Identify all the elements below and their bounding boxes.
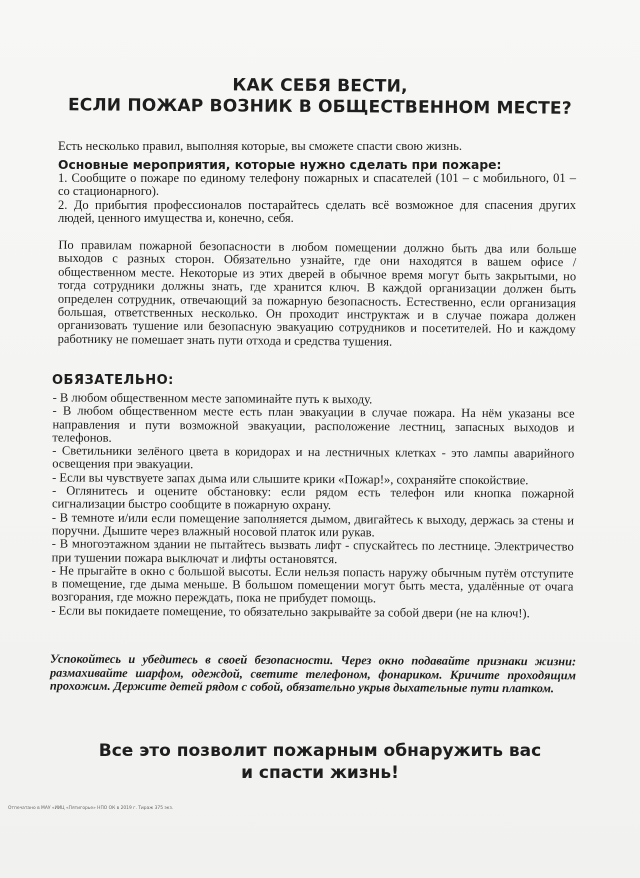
list-item: - Светильники зелёного цвета в коридорах и на лестничных клетках - это лампы аварийного освещения при эвакуации. <box>52 443 575 472</box>
main-measures-list <box>58 172 576 226</box>
list-item: - В любом общественном месте есть план эвакуации в случае пожара. На нём указаны все направления и пути возможной эвакуации, расположение лестниц, запасных выходов и телефонов. <box>52 403 575 445</box>
rules-paragraph: По правилам пожарной безопасности в любом помещении должно быть два или больше выходов с разных сторон. Обязательно узнайте, где они находятся в вашем офисе / общественном месте. Некоторые из этих дверей в обычное время могут быть закрытыми, но тогда сотрудники должны знать, где хранится ключ. В каждой организации должен быть определен сотрудник, отвечающий за пожарную безопасность. Естественно, если организация большая, ответственных несколько. Он проходит инструктаж и в случае пожара должен организовать тушение или безопасную эвакуацию сотрудников и посетителей. Но и каждому работнику не помешает знать пути отхода и средства тушения. <box>57 237 577 349</box>
list-item: 1. Сообщите о пожаре по единому телефону пожарных и спасателей (101 – с мобильного, 01 – со стационарного). <box>58 171 576 199</box>
list-item: - В многоэтажном здании не пытайтесь вызвать лифт - спускайтесь по лестнице. Электричество при тушении пожара выключат и лифты остановятся. <box>51 536 574 566</box>
list-item: - Не прыгайте в окно с большой высоты. Если нельзя попасть наружу обычным путём отступите в помещение, где дыма меньше. В большом помещении могут быть места, удалённые от очага возгорания, где можно переждать, пока не прибудет помощь. <box>51 563 574 606</box>
main-measures-heading: Основные мероприятия, которые нужно сделать при пожаре: <box>58 158 502 172</box>
print-footer: Отпечатано в МАУ «ИИЦ «Пятигорье» НПО ОК в 2019 г. Тираж 375 экз. <box>8 806 174 811</box>
list-item: - Если вы чувствуете запах дыма или слышите крики «Пожар!», сохраняйте спокойствие. <box>52 470 529 488</box>
final-line-2: и спасти жизнь! <box>241 763 399 783</box>
list-item: - Оглянитесь и оцените обстановку: если рядом есть телефон или кнопка пожарной сигнализации быстро сообщите в пожарную охрану. <box>51 483 575 513</box>
list-item: - В любом общественном месте запоминайте путь к выходу. <box>52 390 373 407</box>
document-title <box>40 74 600 120</box>
list-item: 2. До прибытия профессионалов постарайтесь сделать всё возможное для спасения других людей, ценного имущества и, конечно, себя. <box>58 197 576 226</box>
list-item: - Если вы покидаете помещение, то обязательно закрывайте за собой двери (не на ключ!). <box>51 603 530 621</box>
title-line-1: КАК СЕБЯ ВЕСТИ, <box>232 75 408 97</box>
required-heading: ОБЯЗАТЕЛЬНО: <box>52 373 174 388</box>
final-message <box>40 740 600 784</box>
required-list <box>51 391 574 620</box>
list-item: - В темноте и/или если помещение заполняется дымом, двигайтесь к выходу, держась за стены и поручни. Дышите через влажный носовой платок или рукав. <box>51 510 574 540</box>
calm-paragraph: Успокойтесь и убедитесь в своей безопасности. Через окно подавайте признаки жизни: размахивайте шарфом, одеждой, светите телефоном, фонариком. Кричите проходящим прохожим. Держите детей рядом с собой, обязательно укрыв дыхательные пути платком. <box>49 651 577 696</box>
final-line-1: Все это позволит пожарным обнаружить вас <box>98 741 542 761</box>
title-line-2: ЕСЛИ ПОЖАР ВОЗНИК В ОБЩЕСТВЕННОМ МЕСТЕ? <box>67 95 572 119</box>
intro-text: Есть несколько правил, выполняя которые, вы сможете спасти свою жизнь. <box>58 139 463 153</box>
